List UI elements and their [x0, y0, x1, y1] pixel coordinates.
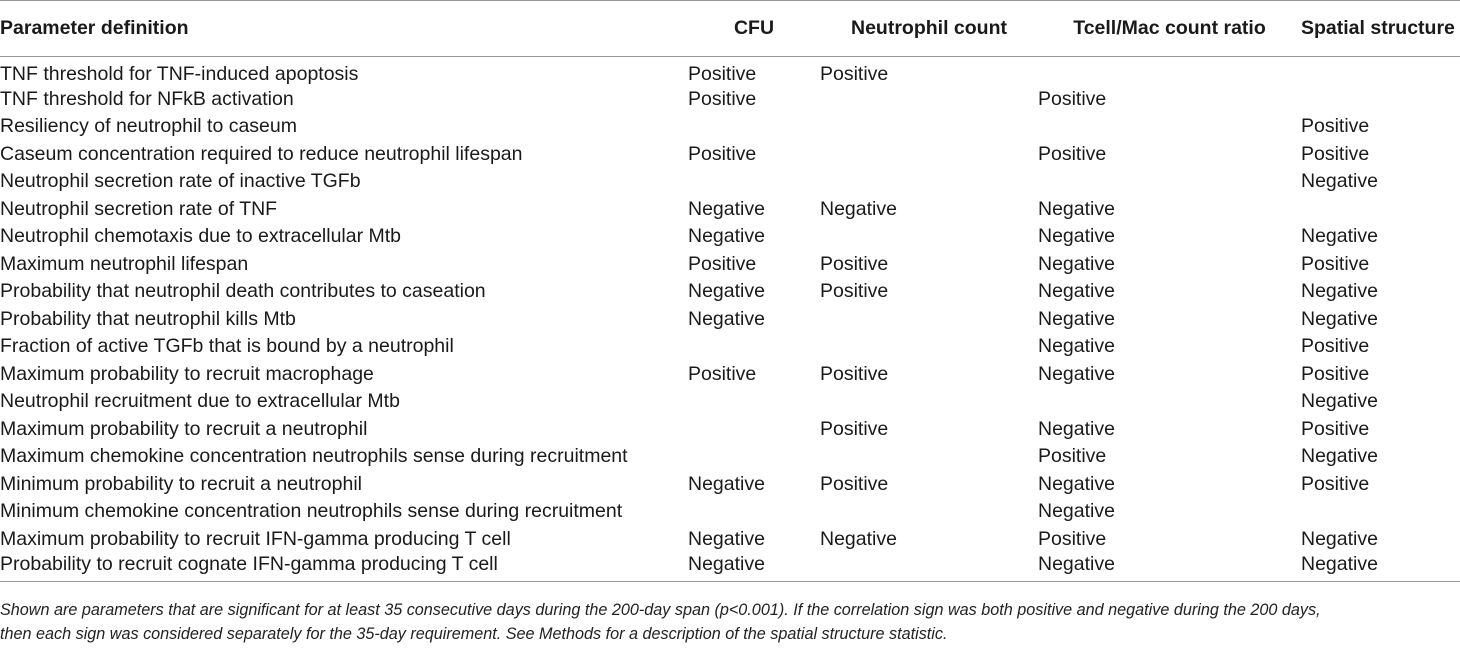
- cell-neutrophil-count: Positive: [820, 417, 889, 440]
- cell-tcell-mac-ratio: Negative: [1038, 252, 1115, 275]
- cell-cfu: [688, 168, 820, 196]
- table-row: [0, 553, 1460, 582]
- cell-neutrophil-count: [820, 388, 1038, 416]
- cell-parameter: Caseum concentration required to reduce neutrophil lifespan: [0, 142, 523, 165]
- cell-parameter: Resiliency of neutrophil to caseum: [0, 115, 297, 138]
- table-row: [0, 250, 1460, 278]
- cell-neutrophil-count: Positive: [820, 280, 889, 303]
- cell-tcell-mac-ratio: Positive: [1038, 445, 1107, 468]
- cell-parameter: Probability to recruit cognate IFN-gamma producing T cell: [0, 553, 688, 582]
- table-row: [0, 388, 1460, 416]
- table-row: [0, 525, 1460, 553]
- cell-tcell-mac-ratio: Negative: [1038, 335, 1115, 358]
- cell-tcell-mac-ratio: Negative: [1038, 307, 1115, 330]
- cell-spatial-structure: Negative: [1301, 170, 1378, 193]
- cell-spatial-structure: [1301, 195, 1460, 223]
- cell-parameter: Maximum probability to recruit a neutrophil: [0, 417, 368, 440]
- table-row: [0, 470, 1460, 498]
- table-row: [0, 360, 1460, 388]
- cell-spatial-structure: Positive: [1301, 252, 1370, 275]
- cell-spatial-structure: Positive: [1301, 335, 1370, 358]
- cell-tcell-mac-ratio: Negative: [1038, 280, 1115, 303]
- cell-cfu: Positive: [688, 87, 757, 110]
- cell-spatial-structure: Negative: [1301, 307, 1378, 330]
- cell-neutrophil-count: Negative: [820, 197, 897, 220]
- cell-tcell-mac-ratio: [1038, 388, 1301, 416]
- cell-cfu: [688, 113, 820, 141]
- cell-spatial-structure: Negative: [1301, 225, 1378, 248]
- cell-spatial-structure: [1301, 57, 1460, 86]
- cell-spatial-structure: Positive: [1301, 362, 1370, 385]
- footnote-line-1: Shown are parameters that are significant for at least 35 consecutive days during the 200-day span (p<0.001). If the correlation sign was both positive and negative during the 200 days,: [0, 601, 1321, 619]
- cell-cfu: Positive: [688, 362, 757, 385]
- table-row: [0, 113, 1460, 141]
- cell-neutrophil-count: [820, 140, 1038, 168]
- table-row: [0, 195, 1460, 223]
- cell-cfu: Positive: [688, 63, 757, 85]
- cell-spatial-structure: Negative: [1301, 527, 1378, 550]
- cell-spatial-structure: Positive: [1301, 472, 1370, 495]
- cell-parameter: Minimum probability to recruit a neutrophil: [0, 472, 362, 495]
- cell-parameter: TNF threshold for TNF-induced apoptosis: [0, 63, 359, 85]
- cell-neutrophil-count: Positive: [820, 362, 889, 385]
- cell-tcell-mac-ratio: Positive: [1038, 142, 1107, 165]
- cell-parameter: Maximum neutrophil lifespan: [0, 252, 249, 275]
- cell-tcell-mac-ratio: [1038, 57, 1301, 86]
- table-row: [0, 443, 1460, 471]
- cell-cfu: Negative: [688, 307, 765, 330]
- header-parameter-definition: Parameter definition: [0, 1, 688, 57]
- table-row: [0, 498, 1460, 526]
- cell-tcell-mac-ratio: Negative: [1038, 417, 1115, 440]
- table-row: [0, 223, 1460, 251]
- cell-parameter: Maximum probability to recruit IFN-gamma producing T cell: [0, 527, 511, 550]
- cell-cfu: Negative: [688, 280, 765, 303]
- cell-neutrophil-count: [820, 443, 1038, 471]
- cell-cfu: [688, 388, 820, 416]
- cell-tcell-mac-ratio: Negative: [1038, 197, 1115, 220]
- cell-neutrophil-count: Positive: [820, 63, 889, 85]
- table-footnote: [0, 598, 1460, 646]
- cell-neutrophil-count: Negative: [820, 527, 897, 550]
- cell-spatial-structure: Negative: [1301, 445, 1378, 468]
- cell-parameter: TNF threshold for NFkB activation: [0, 87, 294, 110]
- cell-neutrophil-count: [820, 223, 1038, 251]
- cell-parameter: Maximum probability to recruit macrophage: [0, 362, 374, 385]
- cell-neutrophil-count: [820, 113, 1038, 141]
- cell-tcell-mac-ratio: [1038, 168, 1301, 196]
- footnote-line-2: then each sign was considered separately for the 35-day requirement. See Methods for a description of the spatial structure statistic.: [0, 625, 948, 643]
- cell-neutrophil-count: [820, 333, 1038, 361]
- cell-tcell-mac-ratio: Negative: [1038, 362, 1115, 385]
- cell-parameter: Probability that neutrophil kills Mtb: [0, 307, 296, 330]
- cell-cfu: Negative: [688, 527, 765, 550]
- header-cfu: CFU: [688, 1, 820, 57]
- cell-spatial-structure: Negative: [1301, 390, 1378, 413]
- table-row: [0, 168, 1460, 196]
- cell-neutrophil-count: Positive: [820, 252, 889, 275]
- cell-spatial-structure: Positive: [1301, 417, 1370, 440]
- cell-spatial-structure: [1301, 85, 1460, 113]
- cell-cfu: [688, 415, 820, 443]
- cell-neutrophil-count: [820, 553, 1038, 582]
- cell-parameter: Neutrophil chemotaxis due to extracellular Mtb: [0, 225, 402, 248]
- cell-parameter: Neutrophil recruitment due to extracellular Mtb: [0, 390, 400, 413]
- cell-tcell-mac-ratio: [1038, 113, 1301, 141]
- cell-cfu: Negative: [688, 197, 765, 220]
- cell-spatial-structure: Negative: [1301, 280, 1378, 303]
- cell-neutrophil-count: [820, 85, 1038, 113]
- cell-spatial-structure: [1301, 498, 1460, 526]
- table-header-row: [0, 1, 1460, 57]
- cell-tcell-mac-ratio: Positive: [1038, 87, 1107, 110]
- cell-spatial-structure: Positive: [1301, 115, 1370, 138]
- cell-cfu: [688, 333, 820, 361]
- cell-tcell-mac-ratio: Positive: [1038, 527, 1107, 550]
- cell-parameter: Probability that neutrophil death contributes to caseation: [0, 280, 486, 303]
- cell-parameter: Minimum chemokine concentration neutrophils sense during recruitment: [0, 500, 623, 523]
- cell-parameter: Neutrophil secretion rate of TNF: [0, 197, 278, 220]
- cell-tcell-mac-ratio: Negative: [1038, 472, 1115, 495]
- cell-parameter: Neutrophil secretion rate of inactive TGFb: [0, 170, 361, 193]
- table-row: [0, 85, 1460, 113]
- table-body: [0, 57, 1460, 582]
- cell-neutrophil-count: [820, 305, 1038, 333]
- header-spatial-structure: Spatial structure: [1301, 1, 1460, 57]
- cell-cfu: [688, 443, 820, 471]
- cell-neutrophil-count: Positive: [820, 472, 889, 495]
- table-row: [0, 305, 1460, 333]
- header-neutrophil-count: Neutrophil count: [820, 1, 1038, 57]
- cell-spatial-structure: Negative: [1301, 553, 1460, 582]
- cell-cfu: Negative: [688, 472, 765, 495]
- table-row: [0, 57, 1460, 86]
- cell-cfu: Negative: [688, 553, 820, 582]
- table-row: [0, 333, 1460, 361]
- cell-spatial-structure: Positive: [1301, 142, 1370, 165]
- cell-parameter: Maximum chemokine concentration neutrophils sense during recruitment: [0, 445, 628, 468]
- header-tcell-mac-ratio: Tcell/Mac count ratio: [1038, 1, 1301, 57]
- cell-cfu: Positive: [688, 252, 757, 275]
- cell-tcell-mac-ratio: Negative: [1038, 225, 1115, 248]
- cell-cfu: Positive: [688, 142, 757, 165]
- cell-neutrophil-count: [820, 498, 1038, 526]
- table-row: [0, 278, 1460, 306]
- cell-parameter: Fraction of active TGFb that is bound by a neutrophil: [0, 335, 454, 358]
- cell-tcell-mac-ratio: Negative: [1038, 500, 1115, 523]
- cell-cfu: [688, 498, 820, 526]
- cell-neutrophil-count: [820, 168, 1038, 196]
- cell-cfu: Negative: [688, 225, 765, 248]
- cell-tcell-mac-ratio: Negative: [1038, 553, 1301, 582]
- table-row: [0, 415, 1460, 443]
- table-row: [0, 140, 1460, 168]
